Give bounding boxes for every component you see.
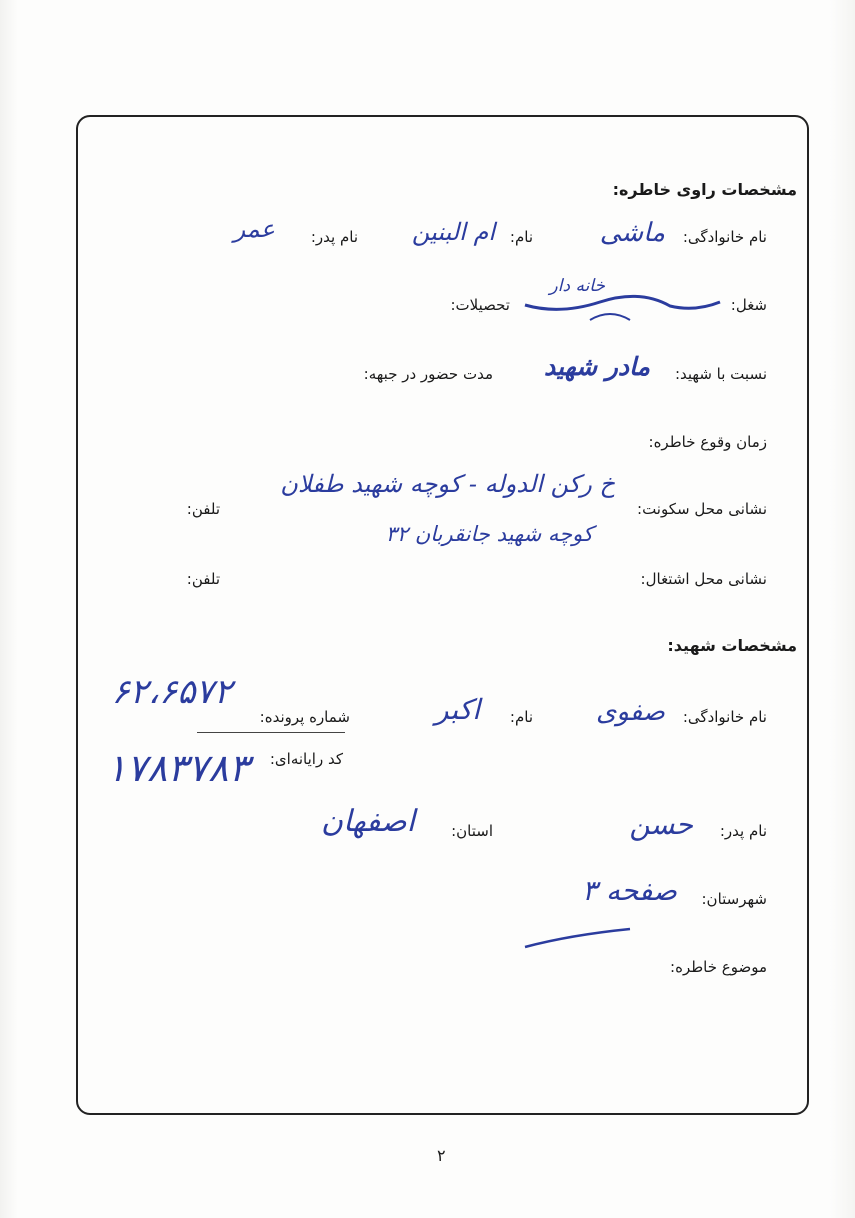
computer-code-value: ۱۷۸۳۷۸۳ <box>106 746 249 790</box>
residence-value-line2: کوچه شهید جانقربان ۳۲ <box>385 522 593 546</box>
martyr-father-value: حسن <box>629 808 693 841</box>
file-number-rule <box>197 732 345 733</box>
page-number: ۲ <box>437 1146 446 1165</box>
martyr-father-label: نام پدر: <box>719 822 767 840</box>
city-underline-stroke <box>520 925 640 955</box>
education-label: تحصیلات: <box>450 296 510 314</box>
martyr-surname-label: نام خانوادگی: <box>682 708 767 726</box>
relation-value: مادر شهید <box>543 352 650 381</box>
scribble-occupation <box>520 290 730 330</box>
occupation-label: شغل: <box>730 296 767 314</box>
narrator-father-label: نام پدر: <box>310 228 358 246</box>
relation-label: نسبت با شهید: <box>674 365 767 383</box>
occupation-value: خانه دار <box>549 276 605 296</box>
narrator-father-value: عمر <box>233 215 275 243</box>
narrator-surname-label: نام خانوادگی: <box>682 228 767 246</box>
memory-subject-label: موضوع خاطره: <box>670 958 767 976</box>
work-phone-label: تلفن: <box>186 570 220 588</box>
work-address-label: نشانی محل اشتغال: <box>640 570 767 588</box>
martyr-surname-value: صفوی <box>595 697 665 727</box>
file-number-value: ۶۲،۶۵۷۲ <box>111 672 232 712</box>
computer-code-label: کد رایانه‌ای: <box>269 750 343 768</box>
martyr-heading: مشخصات شهید: <box>667 636 797 655</box>
city-value: صفحه ۳ <box>582 874 677 907</box>
narrator-heading: مشخصات راوی خاطره: <box>612 180 797 199</box>
narrator-surname-value: ماشی <box>599 218 665 248</box>
memory-time-label: زمان وقوع خاطره: <box>648 433 767 451</box>
province-value: اصفهان <box>321 804 415 839</box>
martyr-name-label: نام: <box>509 708 533 726</box>
front-duration-label: مدت حضور در جبهه: <box>363 365 493 383</box>
residence-value-line1: خ رکن الدوله - کوچه شهید طفلان <box>280 470 615 498</box>
martyr-name-value: اکبر <box>434 693 480 726</box>
narrator-name-value: ام البنین <box>411 218 495 246</box>
residence-label: نشانی محل سکونت: <box>637 500 767 518</box>
residence-phone-label: تلفن: <box>186 500 220 518</box>
narrator-name-label: نام: <box>509 228 533 246</box>
city-label: شهرستان: <box>701 890 767 908</box>
province-label: استان: <box>451 822 493 840</box>
file-number-label: شماره پرونده: <box>259 708 350 726</box>
